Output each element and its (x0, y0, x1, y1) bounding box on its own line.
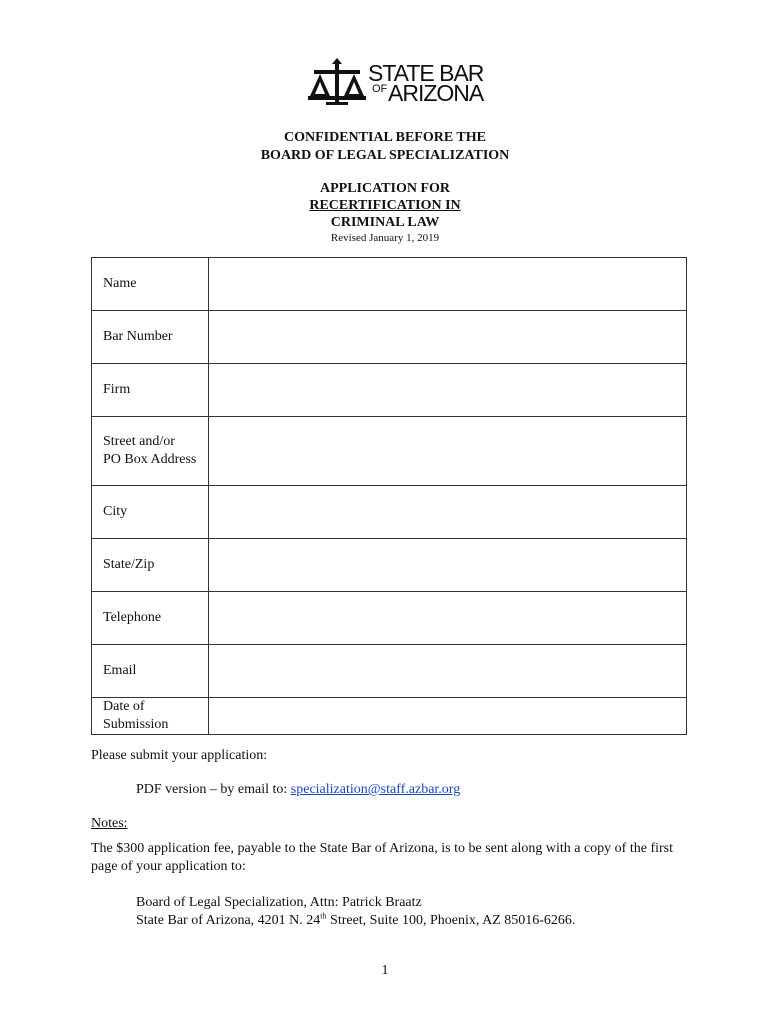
mailing-address-line2 (136, 912, 575, 930)
page-number: 1 (381, 963, 389, 978)
date-of-submission-field[interactable] (209, 698, 687, 735)
telephone-label: Telephone (92, 592, 209, 645)
scales-emblem-icon (306, 58, 368, 108)
table-row (92, 539, 687, 592)
email-label: Email (92, 645, 209, 698)
firm-field[interactable] (209, 364, 687, 417)
specialization-email-link[interactable]: specialization@staff.azbar.org (290, 782, 461, 797)
email-field[interactable] (209, 645, 687, 698)
notes-heading: Notes: (91, 816, 128, 831)
applicant-info-table (91, 257, 687, 735)
table-row (92, 417, 687, 486)
street-label-line1: Street and/or (103, 434, 175, 449)
submit-instructions: Please submit your application: (91, 748, 268, 763)
street-label-line2: PO Box Address (103, 452, 197, 467)
title-recertification: RECERTIFICATION IN (309, 198, 461, 213)
table-row (92, 698, 687, 735)
address-street-part2: Street, Suite 100, Phoenix, AZ 85016-6266. (326, 913, 576, 928)
table-row (92, 364, 687, 417)
date-label-line1: Date of (103, 699, 145, 714)
table-row (92, 258, 687, 311)
table-row (92, 645, 687, 698)
state-bar-logo (306, 58, 496, 108)
logo-text-arizona: ARIZONA (388, 80, 484, 106)
table-row (92, 311, 687, 364)
telephone-field[interactable] (209, 592, 687, 645)
revised-date: Revised January 1, 2019 (330, 232, 440, 244)
city-label: City (92, 486, 209, 539)
logo-text-state-bar: STATE BAR (368, 60, 484, 86)
firm-label: Firm (92, 364, 209, 417)
header-board: BOARD OF LEGAL SPECIALIZATION (260, 148, 510, 163)
date-label-line2: Submission (103, 717, 169, 732)
mailing-address-line1: Board of Legal Specialization, Attn: Patrick Braatz (136, 895, 422, 910)
name-field[interactable] (209, 258, 687, 311)
city-field[interactable] (209, 486, 687, 539)
street-address-label (92, 417, 209, 486)
street-address-field[interactable] (209, 417, 687, 486)
logo-text-of: OF (372, 83, 388, 95)
table-row (92, 592, 687, 645)
header-confidential: CONFIDENTIAL BEFORE THE (283, 130, 486, 145)
state-zip-label: State/Zip (92, 539, 209, 592)
bar-number-label: Bar Number (92, 311, 209, 364)
title-criminal-law: CRIMINAL LAW (330, 215, 440, 230)
bar-number-field[interactable] (209, 311, 687, 364)
fee-paragraph: The $300 application fee, payable to the State Bar of Arizona, is to be sent along with a copy of the first page of your application to: (91, 841, 673, 874)
state-zip-field[interactable] (209, 539, 687, 592)
date-of-submission-label (92, 698, 209, 735)
title-application-for: APPLICATION FOR (319, 181, 451, 196)
pdf-submission-line (136, 781, 460, 799)
name-label: Name (92, 258, 209, 311)
pdf-version-text: PDF version – by email to: (136, 782, 291, 797)
table-row (92, 486, 687, 539)
address-ordinal-suffix: th (320, 911, 327, 921)
address-street-part1: State Bar of Arizona, 4201 N. 24 (136, 913, 321, 928)
